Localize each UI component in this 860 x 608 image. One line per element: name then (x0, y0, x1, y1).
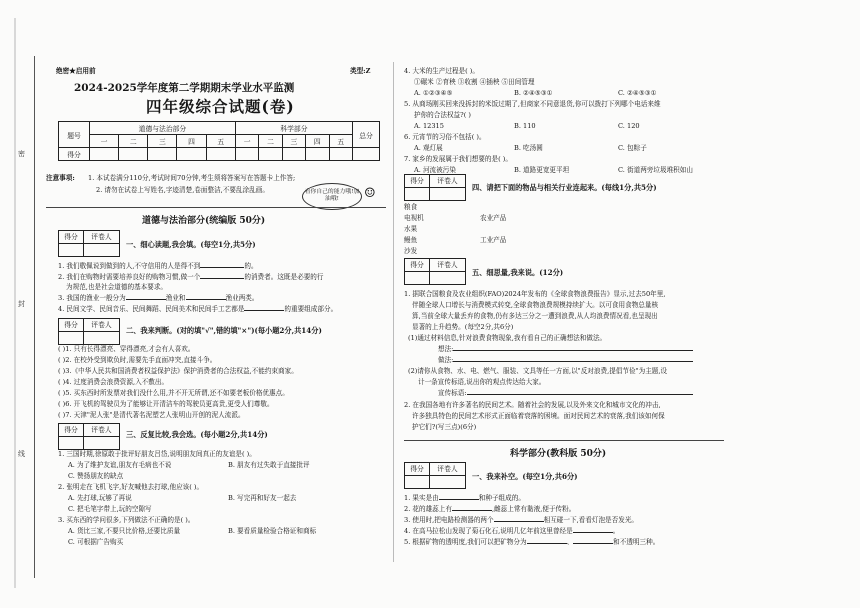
score-cell[interactable] (235, 148, 258, 161)
answer-blank[interactable] (494, 521, 544, 522)
answer-blank[interactable] (200, 278, 244, 279)
q-num: 四 (306, 135, 329, 148)
q-num: 二 (259, 135, 282, 148)
score-cell[interactable] (90, 148, 119, 161)
q-num: 二 (119, 135, 148, 148)
match-category[interactable]: 农业产品 (480, 214, 507, 222)
passage-line: 伴随全球人口增长与消费模式转变,全球食物浪费规模持续扩大。以可食用食物总量核 (412, 301, 659, 309)
answer-blank[interactable] (126, 299, 166, 300)
choice-option: C. 可根据广告购买 (68, 538, 124, 546)
q-num: 五 (206, 135, 235, 148)
choice-question: 4. 大米的生产过程是( )。 (404, 67, 479, 75)
choice-option: A. 观灯展 (414, 144, 443, 152)
choice-option: B. 110 (514, 122, 536, 130)
choice-option: B. 要看质量检验合格证和商标 (228, 527, 317, 535)
binding-mark: 密 (18, 150, 25, 158)
column-divider (393, 62, 394, 562)
page-title: 四年级综合试题(卷) (146, 97, 295, 116)
secret-label: 绝密★启用前 (56, 67, 96, 75)
choice-option: C. 赞扬朋友的缺点 (68, 472, 124, 480)
answer-blank[interactable] (453, 350, 693, 351)
judge-item: ( )6. 开飞机的驾驶员为了能够让开清洁车的驾驶员更高贵,更受人们尊敬。 (58, 400, 274, 408)
score-label: 得分 (59, 148, 90, 161)
choice-option: A. 先打球,玩够了再说 (68, 494, 132, 502)
answer-blank[interactable] (467, 394, 693, 395)
question-text: 1. 果实是由 和种子组成的。 (404, 494, 525, 502)
science-s1-title: 一、我来补空。(每空1分,共6分) (472, 472, 578, 481)
match-item[interactable]: 粮食 (404, 203, 418, 211)
choice-option: C. 120 (618, 122, 640, 130)
score-cell[interactable] (353, 148, 380, 161)
q-num: 四 (177, 135, 206, 148)
question-text: 3. 使用时,把电路检测器的两个 相互碰一下,看看灯泡是否发光。 (404, 516, 639, 524)
passage-line: 2. 在我国各地有许多著名的民间艺术。随着社会的发展,以及外来文化和城市文化的冲击, (404, 401, 661, 409)
score-cell[interactable] (259, 148, 282, 161)
question-text: 4. 在高马拉松山发现了菊石化石,说明几亿年前这里曾经是 。 (404, 527, 620, 535)
choice-question: 7. 家乡的发展属于我们想要的是( )。 (404, 155, 512, 163)
passage-line: (1)通过材料信息,针对浪费食物现象,我有看自己的正确想法和做法。 (408, 334, 607, 342)
judge-item: ( )7. 天津"泥人张"是清代著名泥塑艺人张明山开创的泥人流派。 (58, 411, 245, 419)
moral-s1-title: 一、细心读题,我会填。(每空1分,共5分) (126, 240, 256, 249)
question-text: 2. 花的雄蕊上有 ,雌蕊上常有黏液,便于传粉。 (404, 505, 576, 513)
answer-blank[interactable] (527, 543, 567, 544)
passage-line: 许多独具特色的民间艺术形式正面临着衰落的困境。面对民间艺术的衰落,我们该如何保 (412, 412, 665, 420)
choice-option: B. 写完再和好友一起去 (228, 494, 297, 502)
group-moral: 道德与法治部分 (90, 122, 236, 135)
year-title: 2024-2025学年度第二学期期末学业水平监测 (74, 82, 295, 94)
choice-question: 5. 从商场刚买回来没拆封的米饭过期了,但商家不同意退货,你可以拨打下列哪个电话来维 (404, 100, 661, 108)
answer-blank[interactable] (244, 310, 284, 311)
choice-option: B. 吃汤圆 (514, 144, 543, 152)
score-cell[interactable] (329, 148, 352, 161)
judge-item: ( )2. 在校外受到欺负时,需要先手直面冲突,直接斗争。 (58, 356, 217, 364)
q-num: 一 (90, 135, 119, 148)
question-text: 5. 根据矿物的透明度,我们可以把矿物分为 、 和不透明三种。 (404, 538, 660, 546)
score-cell[interactable] (148, 148, 177, 161)
score-cell[interactable] (177, 148, 206, 161)
binding-mark: 封 (18, 300, 25, 308)
choice-question: 3. 买东西的学问很多,下列做法不正确的是( )。 (58, 516, 195, 524)
passage-line: 计一条宣传标语,说出你的观点传达给大家。 (418, 378, 546, 386)
choice-option: A. ①②③④⑤ (414, 89, 453, 97)
question-text: 4. 民间文学、民间音乐、民间舞蹈、民间美术和民间手工艺都是 的重要组成部分。 (58, 305, 338, 313)
judge-item: ( )5. 买东西时所发票对我们没什么用,并不开无所谓,还不如要老板价格优惠点。 (58, 389, 289, 397)
answer-line: 做法: (438, 356, 693, 365)
match-item[interactable]: 电视机 (404, 214, 424, 222)
question-text: 1. 我们敬佩说到做到的人,不守信用的人是得不到 的。 (58, 262, 258, 270)
q-num: 一 (235, 135, 258, 148)
q-label: 题号 (59, 122, 90, 148)
score-cell[interactable] (119, 148, 148, 161)
match-category[interactable]: 工业产品 (480, 236, 507, 244)
binding-mark: 线 (18, 450, 25, 458)
answer-blank[interactable] (453, 361, 693, 362)
judge-item: ( )1. 只有长得漂亮、穿得漂亮,才会有人喜欢。 (58, 345, 195, 353)
choice-option: A. 12315 (414, 122, 444, 130)
score-cell[interactable] (282, 148, 305, 161)
question-text: 为规范,也是社会道德的基本要求。 (66, 283, 168, 291)
choice-option: B. 道路更宽更平坦 (514, 166, 570, 174)
moral-section-title: 道德与法治部分(统编版 50分) (142, 216, 266, 226)
grader-box: 得分 评卷人 (58, 230, 120, 257)
answer-blank[interactable] (186, 299, 226, 300)
question-text: 2. 我们在购物时需要培养良好的购物习惯,做一个 的消费者。这既是必要的行 (58, 273, 324, 281)
choice-option: A. 河流被污染 (414, 166, 456, 174)
group-science: 科学部分 (235, 122, 352, 135)
passage-line: 护它们?(写三点)(6分) (412, 423, 477, 431)
score-table (58, 121, 380, 161)
passage-line: 显著的上升趋势。(每空2分,共6分) (412, 323, 514, 331)
cartoon-icon: ☺ (364, 186, 376, 201)
judge-item: ( )4. 过度消费会浪费资源,入不敷出。 (58, 378, 169, 386)
q-num: 五 (329, 135, 352, 148)
total-label: 总分 (353, 122, 380, 148)
passage-line: 算,当前全球大量丢弃的食物,仍有多达三分之一遭到浪费,从人均浪费情况看,也呈现出 (412, 312, 658, 320)
choice-question: 1. 三国时期,徐原敢于批评好朋友吕岱,说明朋友间真正的友谊是( )。 (58, 450, 256, 458)
grader-box: 得分 评卷人 (58, 318, 120, 345)
science-section-title: 科学部分(教科版 50分) (510, 449, 607, 459)
answer-line: 宣传标语: (438, 389, 693, 398)
moral-s2-title: 二、我来判断。(对的填"√",错的填"×")(每小题2分,共14分) (126, 326, 322, 335)
choice-option: A. 为了维护友谊,朋友有毛病也不说 (68, 461, 172, 469)
answer-blank[interactable] (439, 499, 479, 500)
choice-option: C. 街道两旁垃圾堆积如山 (618, 166, 693, 174)
choice-question: 6. 元宵节的习俗不包括( )。 (404, 133, 486, 141)
notes-label: 注意事项: (46, 174, 75, 182)
answer-blank[interactable] (573, 532, 613, 533)
match-item[interactable]: 水果 (404, 225, 418, 233)
moral-s3-title: 三、反复比较,我会选。(每小题2分,共14分) (126, 430, 268, 439)
note-1: 1. 本试卷满分110分,考试时间70分钟,考生须将答案写在答题卡上作答; (88, 174, 296, 182)
choice-option: B. ②④⑤③① (514, 89, 553, 97)
moral-s5-title: 五、细思量,我来说。(12分) (472, 268, 564, 277)
q-num: 三 (148, 135, 177, 148)
match-item[interactable]: 鳗鱼 (404, 236, 418, 244)
match-item[interactable]: 沙发 (404, 247, 418, 255)
grader-box: 得分 评卷人 (404, 258, 466, 285)
choice-question: 2. 张明走在飞机飞字,好友喊他去打球,他应该( )。 (58, 483, 204, 491)
answer-blank[interactable] (573, 543, 613, 544)
grader-box: 得分 评卷人 (404, 462, 466, 489)
score-cell[interactable] (306, 148, 329, 161)
choice-option: C. ②④⑤③① (618, 89, 657, 97)
q-num: 三 (282, 135, 305, 148)
answer-blank[interactable] (452, 510, 492, 511)
choice-option: C. 把毛笔字带上,玩的空隙写 (68, 505, 152, 513)
choice-question: 护你的合法权益?( ) (414, 111, 471, 119)
binding-margin (0, 0, 40, 608)
grader-box: 得分 评卷人 (404, 174, 466, 201)
type-label: 类型:Z (350, 67, 371, 75)
choice-options-list: ①碾米 ②育秧 ③收割 ④插秧 ⑤田间管理 (414, 78, 535, 86)
score-cell[interactable] (206, 148, 235, 161)
choice-option: A. 货比三家,不要只比价格,还要比质量 (68, 527, 181, 535)
choice-option: B. 朋友有过失敢于直接批评 (228, 461, 310, 469)
passage-line: 1. 据联合国粮食及农业组织(FAO)2024年发布的《全球食物浪费报告》显示,过去50年里, (404, 290, 666, 298)
encouragement-stamp: 看你自己的能力哦!加油哦! (302, 183, 362, 210)
answer-line: 想法: (438, 345, 693, 354)
choice-option: C. 包粽子 (618, 144, 647, 152)
passage-line: (2)请你从食物、水、电、燃气、服装、文具等任一方面,以"反对浪费,提倡节俭"为主题,设 (408, 367, 668, 375)
moral-s4-title: 四、请把下面的物品与相关行业连起来。(每线1分,共5分) (472, 183, 657, 192)
answer-blank[interactable] (200, 267, 244, 268)
judge-item: ( )3.《中华人民共和国消费者权益保护法》保护消费者的合法权益,不能约束商家。 (58, 367, 298, 375)
note-2: 2. 请勿在试卷上写姓名,字迹清楚,卷面整洁,不要乱涂乱画。 (96, 186, 269, 194)
grader-box: 得分 评卷人 (58, 423, 120, 450)
question-text: 3. 我国的渔业一般分为 渔业和 渔业两类。 (58, 294, 259, 302)
